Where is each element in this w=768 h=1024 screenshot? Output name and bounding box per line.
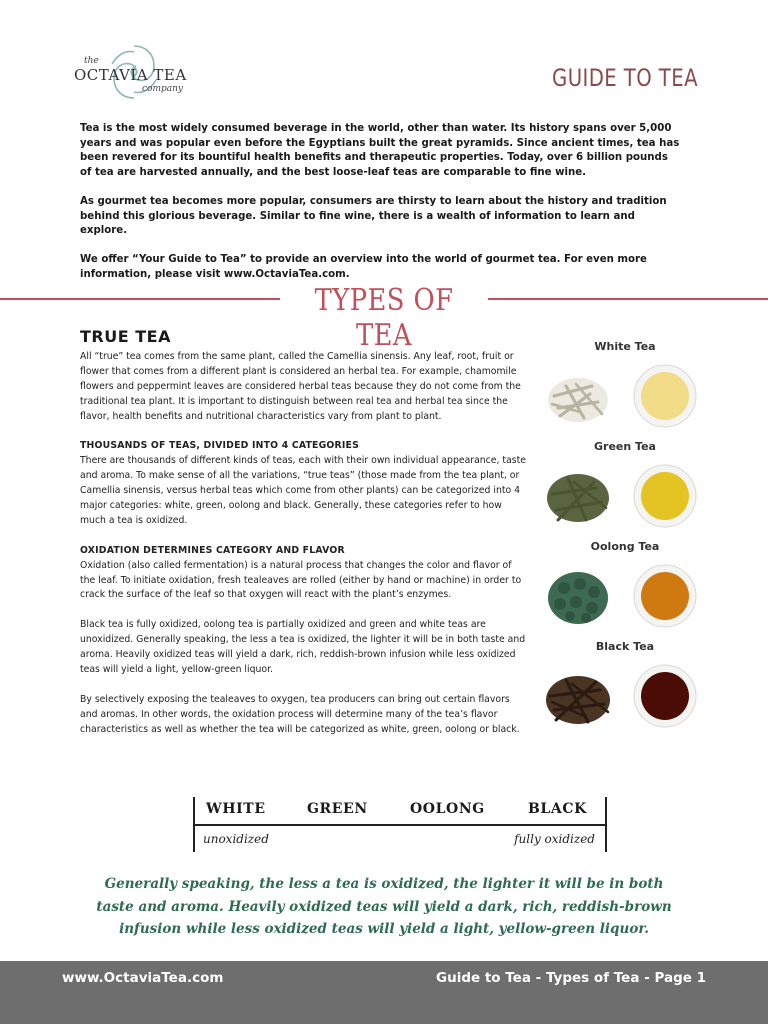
- footer-website-link[interactable]: www.OctaviaTea.com: [62, 970, 224, 986]
- heading-categories: THOUSANDS OF TEAS, DIVIDED INTO 4 CATEGORIES: [80, 440, 360, 452]
- guide-title: GUIDE TO TEA: [552, 64, 698, 92]
- paragraph-oxidation-2: Black tea is fully oxidized, oolong tea is partially oxidized and green and white teas are unoxidized. Generally speaking, the less a tea is oxidized, the lighter it will be in both taste and aroma. Heavily oxidized teas will yield a dark, rich, reddish-brown infusion while less oxidized teas will yield a light, yellow-green liquor.: [80, 619, 526, 675]
- white-tea-image: [540, 356, 710, 434]
- section-rule-right: [488, 298, 768, 300]
- paragraph-categories: There are thousands of different kinds of teas, each with their own individual appearance, taste and aroma. To make sense of all the variations, “true teas” (those made from the tea plant, or Camellia sinensis, versus herbal teas which come from other plants) can be categorized into 4 major categories: white, green, oolong and black. Generally, these categories refer to how much a tea is oxidized.: [80, 455, 526, 526]
- logo-name: OCTAVIA TEA: [74, 66, 187, 84]
- tea-label: Oolong Tea: [590, 540, 660, 553]
- intro-paragraph-1: Tea is the most widely consumed beverage in the world, other than water. Its history spans over 5,000 years and was popular even before the Egyptians built the great pyramids. Since ancient times, tea has been revered for its bountiful health benefits and therapeutic properties. Today, over 6 billion pounds of tea are harvested annually, and the best loose-leaf teas are comparable to fine wine.: [80, 123, 680, 178]
- scale-category-black: BLACK: [528, 801, 587, 817]
- body-text: [80, 350, 528, 752]
- leaf-pile-icon: [548, 572, 608, 624]
- oxidation-scale: [193, 797, 607, 853]
- tea-label: White Tea: [594, 340, 656, 353]
- section-rule-left: [0, 298, 280, 300]
- logo-the: the: [84, 56, 99, 66]
- scale-category-white: WHITE: [206, 801, 266, 817]
- scale-category-green: GREEN: [307, 801, 368, 817]
- footer: [0, 961, 768, 1024]
- oolong-tea-image: [540, 556, 710, 634]
- logo-company: company: [142, 84, 184, 94]
- scale-low-label: unoxidized: [203, 832, 269, 846]
- heading-oxidation: OXIDATION DETERMINES CATEGORY AND FLAVOR: [80, 544, 345, 556]
- tea-item-oolong: [540, 540, 710, 640]
- callout-quote: Generally speaking, the less a tea is oxidized, the lighter it will be in both taste and aroma. Heavily oxidized teas will yield a dark, rich, reddish-brown infusion while less oxidized teas will yield a light, yellow-green liquor.: [96, 876, 672, 937]
- tea-item-black: [540, 640, 710, 740]
- intro-paragraph-2: As gourmet tea becomes more popular, consumers are thirsty to learn about the history and tradition behind this glorious beverage. Similar to fine wine, there is a wealth of information to learn and explore.: [80, 195, 667, 237]
- scale-category-oolong: OOLONG: [410, 801, 485, 817]
- company-logo: [74, 42, 198, 102]
- paragraph-true-tea: All “true” tea comes from the same plant, called the Camellia sinensis. Any leaf, root, fruit or flower that comes from a different plant is considered an herbal tea. For example, chamomile flowers and peppermint leaves are considered herbal teas because they do not come from the traditional tea plant. It is important to distinguish between real tea and herbal tea since the flavor, health benefits and nutritional characteristics vary from plant to plant.: [80, 351, 521, 422]
- leaf-pile-icon: [548, 378, 608, 422]
- intro-text: [80, 122, 680, 297]
- true-tea-heading: TRUE TEA: [80, 327, 171, 346]
- section-title: TYPES OF TEA: [314, 283, 454, 353]
- paragraph-oxidation-1: Oxidation (also called fermentation) is a natural process that changes the color and flavor of the leaf. To initiate oxidation, fresh tealeaves are rolled (either by hand or machine) in order to crack the surface of the leaf so that oxygen will react with the plant’s enzymes.: [80, 559, 522, 601]
- tea-item-white: [540, 340, 710, 440]
- paragraph-oxidation-3: By selectively exposing the tealeaves to oxygen, tea producers can bring out certain flavors and aromas. In other words, the oxidation process will determine many of the tea’s flavor characteristics as well as whether the tea will be categorized as white, green, oolong or black.: [80, 693, 520, 735]
- leaf-pile-icon: [546, 676, 610, 724]
- tea-item-green: [540, 440, 710, 540]
- tea-label: Green Tea: [594, 440, 656, 453]
- scale-high-label: fully oxidized: [514, 832, 595, 846]
- tea-label: Black Tea: [595, 640, 655, 653]
- black-tea-image: [540, 656, 710, 734]
- green-tea-image: [540, 456, 710, 534]
- leaf-pile-icon: [547, 474, 609, 522]
- scale-divider: [193, 824, 607, 826]
- footer-page-label: Guide to Tea - Types of Tea - Page 1: [436, 970, 706, 986]
- intro-paragraph-3: We offer “Your Guide to Tea” to provide an overview into the world of gourmet tea. For even more information, please visit www.OctaviaTea.com.: [80, 254, 647, 280]
